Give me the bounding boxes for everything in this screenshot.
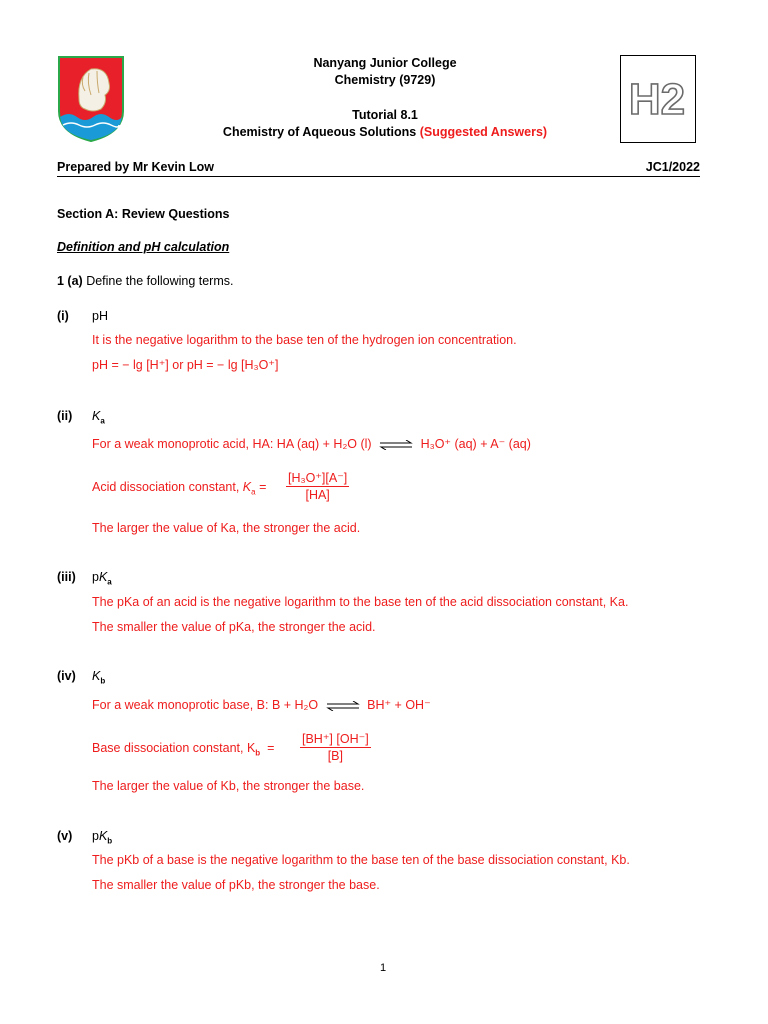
answer-ii-products: H₃O⁺ (aq) + A⁻ (aq) bbox=[420, 437, 531, 451]
question-prompt: Define the following terms. bbox=[86, 274, 234, 288]
term-ii-label: (ii) bbox=[57, 409, 73, 423]
kb-fraction bbox=[300, 731, 371, 763]
term-i-label: (i) bbox=[57, 309, 69, 323]
college-name: Nanyang Junior College bbox=[313, 56, 457, 70]
h2-badge-text: H2 bbox=[628, 75, 686, 124]
answer-i-line2: pH = − lg [H⁺] or pH = − lg [H₃O⁺] bbox=[92, 358, 279, 372]
question-1a bbox=[57, 274, 233, 288]
answer-ii-line2: Acid dissociation constant, $K_a$ = bbox=[92, 480, 267, 497]
term-iv-label: (iv) bbox=[57, 669, 76, 683]
equilibrium-arrow-icon bbox=[326, 701, 360, 711]
equilibrium-arrow-icon bbox=[379, 440, 413, 450]
answer-ii-line1 bbox=[92, 436, 531, 451]
subject-code: Chemistry (9729) bbox=[334, 73, 436, 87]
answer-v-line1: The pKb of a base is the negative logarithm to the base ten of the base dissociation constant, Kb. bbox=[92, 853, 630, 867]
answer-iv-line2: Base dissociation constant, $K_b$ = bbox=[92, 741, 275, 758]
answer-iii-line2: The smaller the value of pKa, the stronger the acid. bbox=[92, 620, 376, 634]
header-divider bbox=[57, 176, 700, 177]
ka-numerator: [H₃O⁺][A⁻] bbox=[288, 471, 348, 485]
ka-fraction bbox=[286, 470, 349, 502]
ka-denominator: [HA] bbox=[305, 488, 330, 502]
term-iv: $K_b$ bbox=[92, 669, 106, 686]
answer-iv-products: BH⁺ + OH⁻ bbox=[367, 698, 431, 712]
term-iii-label: (iii) bbox=[57, 570, 76, 584]
kb-denominator: [B] bbox=[327, 749, 343, 763]
page-number: 1 bbox=[380, 962, 387, 974]
answer-v-line2: The smaller the value of pKb, the stronger the base. bbox=[92, 878, 380, 892]
question-number: 1 (a) bbox=[57, 274, 83, 288]
term-iii: $pK_a$ bbox=[92, 570, 112, 587]
section-subtitle: Definition and pH calculation bbox=[57, 240, 230, 254]
term-v: $pK_b$ bbox=[92, 829, 113, 846]
section-title: Section A: Review Questions bbox=[57, 207, 230, 221]
prepared-by: Prepared by Mr Kevin Low bbox=[57, 160, 214, 174]
answer-iv-line3: The larger the value of Kb, the stronger the base. bbox=[92, 779, 365, 793]
kb-numerator: [BH⁺] [OH⁻] bbox=[302, 732, 369, 746]
tutorial-title bbox=[150, 125, 620, 139]
h2-badge-graphic bbox=[621, 56, 694, 141]
answer-i-line1: It is the negative logarithm to the base ten of the hydrogen ion concentration. bbox=[92, 333, 517, 347]
h2-level-badge bbox=[620, 55, 696, 143]
tutorial-number: Tutorial 8.1 bbox=[352, 108, 418, 122]
tutorial-title-main: Chemistry of Aqueous Solutions bbox=[222, 125, 417, 139]
college-crest-logo bbox=[57, 55, 125, 146]
answer-iv-reactants: For a weak monoprotic base, B: B + H₂O bbox=[92, 698, 319, 712]
term-ii: $K_a$ bbox=[92, 409, 105, 426]
answer-iv-line1 bbox=[92, 697, 431, 712]
term-i: pH bbox=[92, 309, 108, 323]
answer-ii-line3: The larger the value of Ka, the stronger the acid. bbox=[92, 521, 361, 535]
suggested-answers-tag: (Suggested Answers) bbox=[419, 125, 548, 139]
class-year: JC1/2022 bbox=[645, 160, 700, 174]
answer-ii-reactants: For a weak monoprotic acid, HA: HA (aq) + H₂O (l) bbox=[92, 437, 372, 451]
answer-iii-line1: The pKa of an acid is the negative logarithm to the base ten of the acid dissociation constant, Ka. bbox=[92, 595, 629, 609]
term-v-label: (v) bbox=[57, 829, 73, 843]
